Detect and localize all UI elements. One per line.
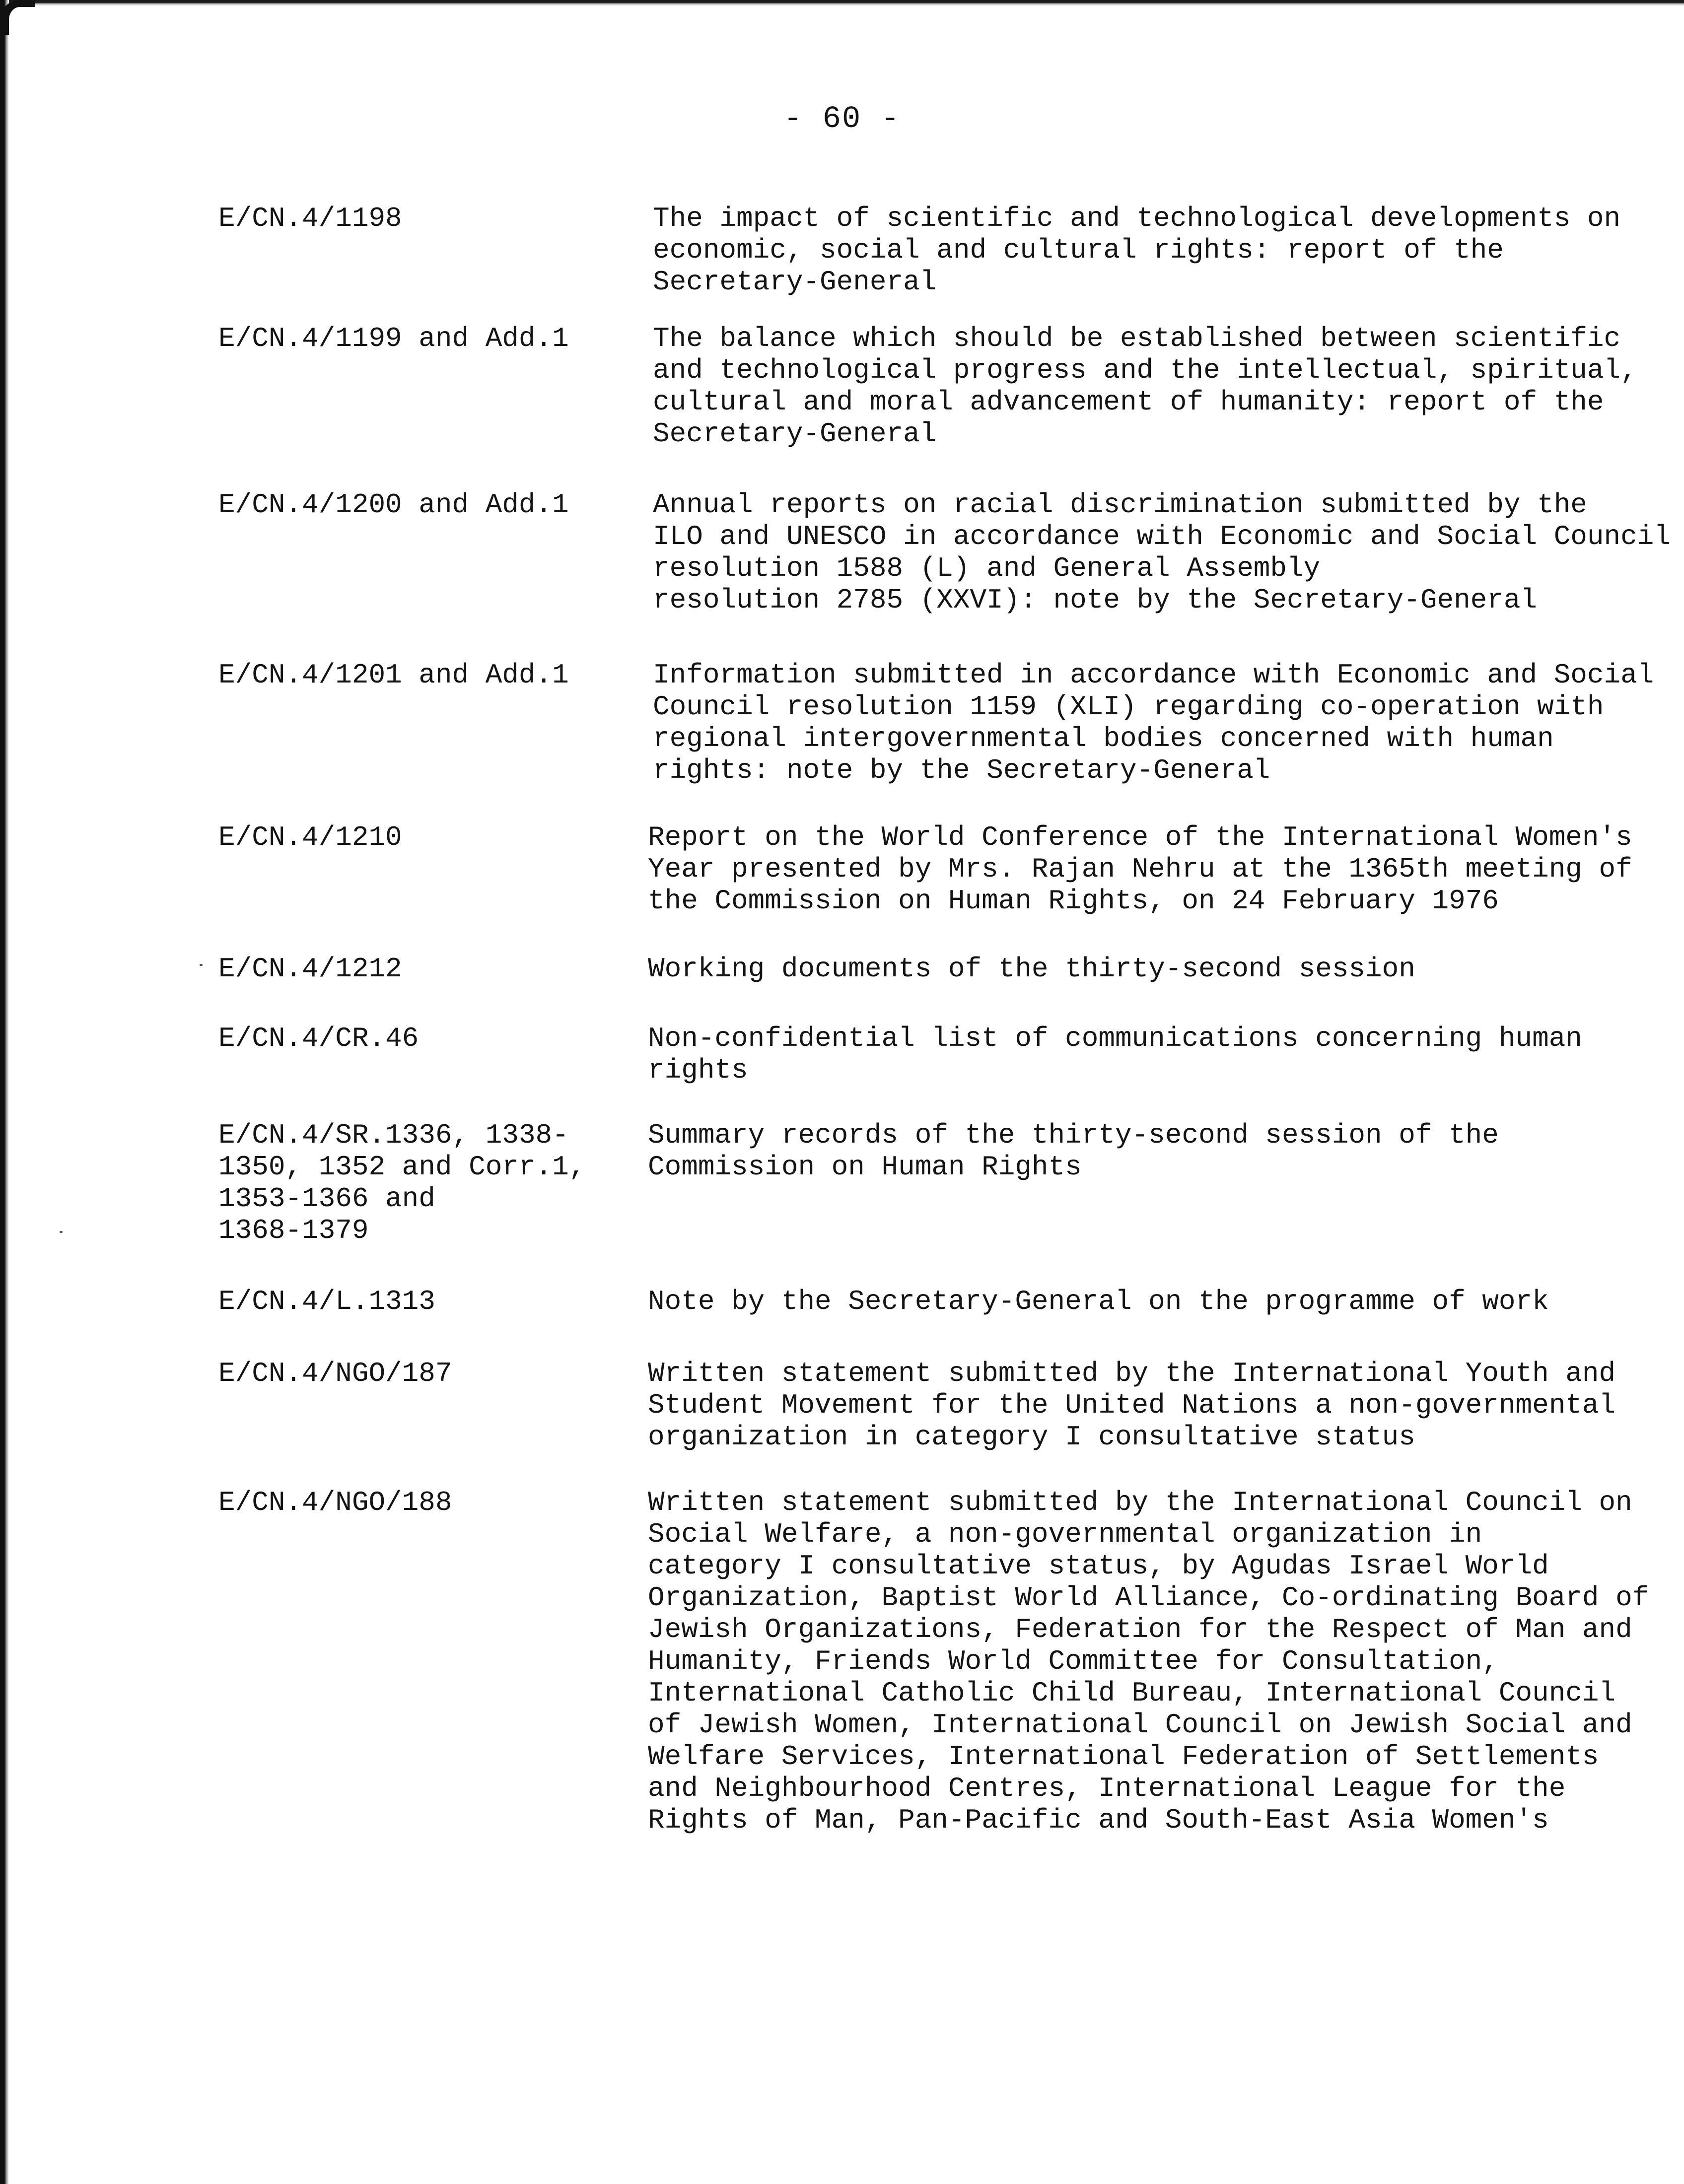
document-description: The balance which should be established between scientific and technological progress and the intellectual, spiritual, cultural and moral advancement of humanity: report of the Secretary-General: [653, 323, 1637, 450]
document-symbol: E/CN.4/1200 and Add.1: [218, 489, 569, 521]
document-description: Annual reports on racial discrimination submitted by the ILO and UNESCO in accordance with Economic and Social Council resolution 1588 (L) and General Assembly resolution 2785 (XXVI): note by the Secretary-General: [653, 489, 1671, 616]
document-symbol: E/CN.4/1199 and Add.1: [218, 323, 569, 354]
document-symbol: E/CN.4/NGO/188: [218, 1487, 452, 1518]
document-description: Written statement submitted by the International Council on Social Welfare, a non-governmental organization in category I consultative status, by Agudas Israel World Organization, Baptist World Alliance, Co-ordinating Board of Jewish Organizations, Federation for the Respect of Man and Humanity, Friends World Committee for Consultation, International Catholic Child Bureau, International Council of Jewish Women, International Council on Jewish Social and Welfare Services, International Federation of Settlements and Neighbourhood Centres, International League for the Rights of Man, Pan-Pacific and South-East Asia Women's: [648, 1487, 1649, 1836]
document-description: Note by the Secretary-General on the programme of work: [648, 1286, 1549, 1317]
document-symbol: E/CN.4/L.1313: [218, 1286, 435, 1317]
document-symbol: E/CN.4/1201 and Add.1: [218, 659, 569, 691]
document-symbol: E/CN.4/SR.1336, 1338- 1350, 1352 and Corr.1, 1353-1366 and 1368-1379: [218, 1119, 586, 1246]
document-symbol: E/CN.4/NGO/187: [218, 1358, 452, 1389]
document-symbol: E/CN.4/1198: [218, 203, 402, 234]
document-description: Information submitted in accordance with Economic and Social Council resolution 1159 (XLI) regarding co-operation with regional intergovernmental bodies concerned with human rights: note by the Secretary-General: [653, 659, 1654, 786]
document-description: Summary records of the thirty-second session of the Commission on Human Rights: [648, 1119, 1499, 1183]
document-description: The impact of scientific and technological developments on economic, social and cultural rights: report of the Secretary-General: [653, 203, 1621, 298]
document-description: Written statement submitted by the International Youth and Student Movement for the United Nations a non-governmental organization in category I consultative status: [648, 1358, 1616, 1453]
page-number: - 60 -: [783, 101, 901, 136]
document-description: Non-confidential list of communications concerning human rights: [648, 1023, 1582, 1086]
document-symbol: E/CN.4/CR.46: [218, 1023, 419, 1054]
document-description: Working documents of the thirty-second session: [648, 953, 1415, 985]
document-symbol: E/CN.4/1212: [218, 953, 402, 985]
document-description: Report on the World Conference of the International Women's Year presented by Mrs. Rajan Nehru at the 1365th meeting of the Commission on Human Rights, on 24 February 1976: [648, 821, 1632, 917]
document-symbol: E/CN.4/1210: [218, 821, 402, 853]
